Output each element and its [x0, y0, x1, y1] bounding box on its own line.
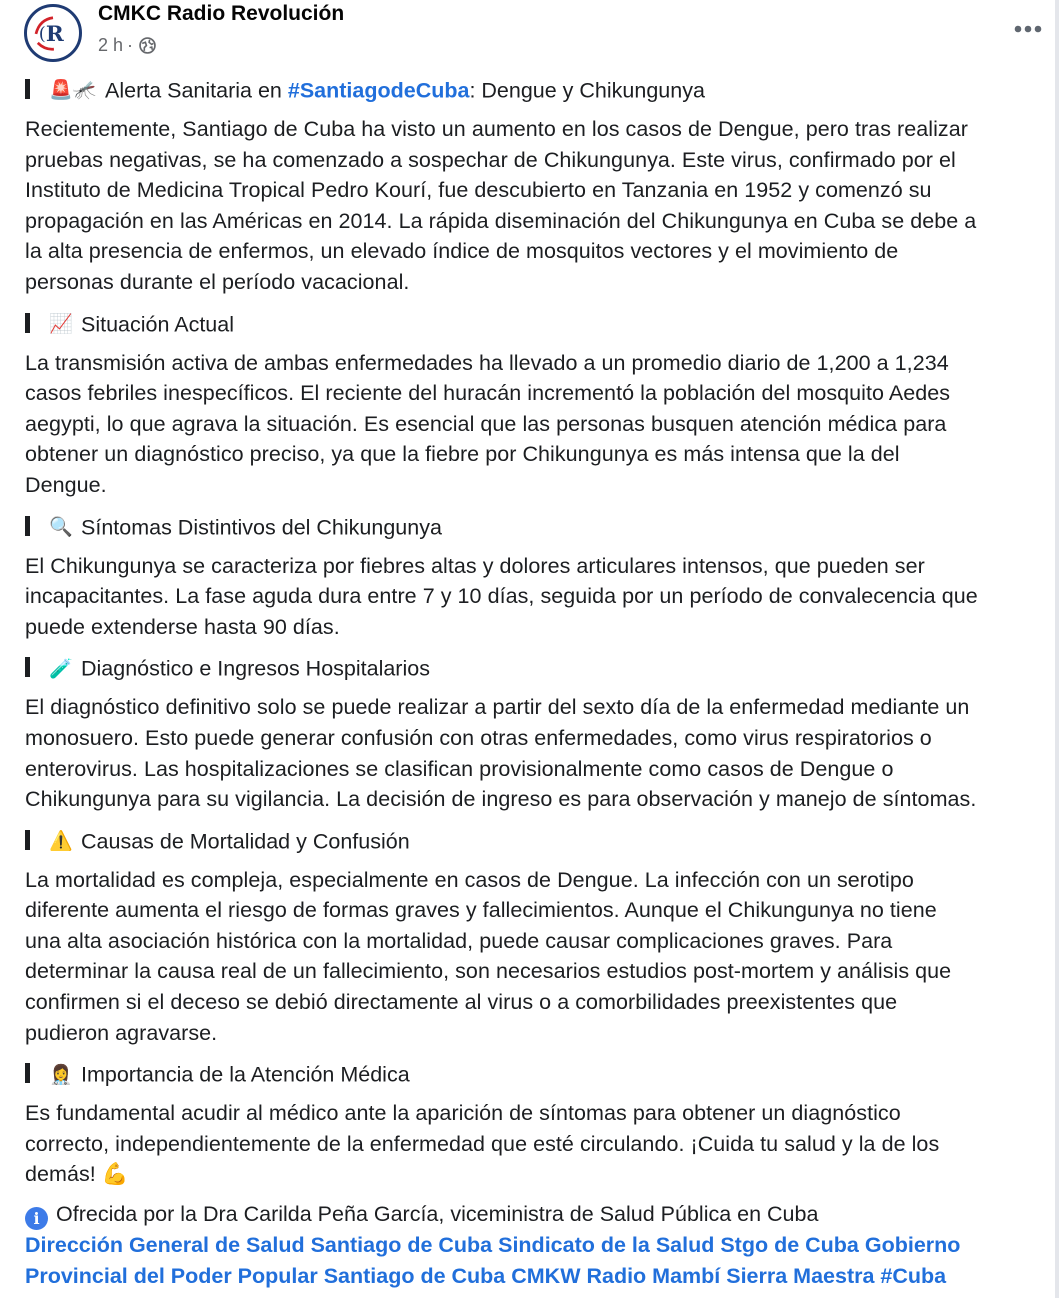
paragraph-line: aegypti, lo que agrava la situación. Es esencial que las personas busquen atención médica para — [25, 411, 947, 436]
paragraph-line: obtener un diagnóstico preciso, ya que la fiebre por Chikungunya es más intensa que la del — [25, 442, 900, 467]
credit-line — [25, 1199, 1055, 1230]
section-heading-text: Causas de Mortalidad y Confusión — [81, 829, 410, 854]
section-paragraph-diagnostico — [25, 692, 1055, 814]
heading-marker — [25, 313, 30, 333]
heading-marker — [25, 1063, 30, 1083]
info-icon: i — [25, 1207, 48, 1230]
paragraph-line: puede extenderse hasta 90 días. — [25, 614, 340, 639]
tagged-pages-line[interactable]: Dirección General de Salud Santiago de Cuba Sindicato de la Salud Stgo de Cuba Gobierno — [25, 1233, 961, 1258]
test-tube-emoji-icon: 🧪 — [49, 657, 73, 680]
paragraph-line: Instituto de Medicina Tropical Pedro Kourí, fue descubierto en Tanzania en 1952 y comenzó su — [25, 178, 932, 203]
paragraph-line: pudieron agravarse. — [25, 1020, 218, 1045]
paragraph-line: El Chikungunya se caracteriza por fiebres altas y dolores articulares intensos, que pueden ser — [25, 553, 925, 578]
paragraph-line: correcto, independientemente de la enfermedad que esté circulando. ¡Cuida tu salud y la de los — [25, 1131, 940, 1156]
paragraph-line: propagación en las Américas en 2014. La rápida diseminación del Chikungunya en Cuba se debe a — [25, 208, 977, 233]
intro-paragraph — [25, 114, 1055, 298]
section-heading-diagnostico — [25, 650, 1055, 684]
section-heading-situacion — [25, 306, 1055, 340]
paragraph-line: incapacitantes. La fase aguda dura entre 7 y 10 días, seguida por un período de convalecencia que — [25, 584, 978, 609]
post-meta — [98, 35, 156, 56]
tagged-pages — [25, 1230, 1055, 1291]
heading-marker — [25, 657, 30, 677]
section-heading-text: Situación Actual — [81, 311, 234, 336]
paragraph-line: pruebas negativas, se ha comenzado a sospechar de Chikungunya. Este virus, confirmado por el — [25, 147, 956, 172]
paragraph-line: enterovirus. Las hospitalizaciones se clasifican provisionalmente como casos de Dengue o — [25, 756, 894, 781]
globe-icon[interactable] — [139, 37, 156, 54]
section-heading-text: Diagnóstico e Ingresos Hospitalarios — [81, 656, 430, 681]
post-text — [25, 72, 1055, 1291]
magnifying-glass-emoji-icon: 🔍 — [49, 515, 73, 538]
paragraph-line: El diagnóstico definitivo solo se puede realizar a partir del sexto día de la enfermedad mediante un — [25, 695, 970, 720]
section-paragraph-atencion — [25, 1098, 1055, 1191]
more-options-button[interactable] — [1008, 12, 1048, 46]
svg-text:(: ( — [38, 23, 46, 45]
section-heading-sintomas — [25, 509, 1055, 543]
tagged-pages-line[interactable]: Provincial del Poder Popular Santiago de Cuba CMKW Radio Mambí Sierra Maestra #Cuba — [25, 1263, 947, 1288]
hashtag-santiagodecuba-link[interactable]: #SantiagodeCuba — [287, 78, 470, 103]
paragraph-line-text: demás! — [25, 1162, 96, 1187]
paragraph-line: determinar la causa real de un fallecimiento, son necesarios estudios post-mortem y análisis que — [25, 959, 952, 984]
paragraph-line: Es fundamental acudir al médico ante la aparición de síntomas para obtener un diagnóstico — [25, 1101, 901, 1126]
more-horizontal-icon — [1008, 12, 1048, 46]
paragraph-line: Recientemente, Santiago de Cuba ha visto un aumento en los casos de Dengue, pero tras realizar — [25, 117, 968, 141]
section-paragraph-situacion — [25, 348, 1055, 501]
siren-mosquito-emoji-icon: 🚨🦟 — [49, 79, 97, 102]
paragraph-line: monosuero. Esto puede generar confusión con otras enfermedades, como virus respiratorios o — [25, 725, 932, 750]
credit-text: Ofrecida por la Dra Carilda Peña García, viceministra de Salud Pública en Cuba — [56, 1202, 819, 1227]
paragraph-line: Dengue. — [25, 472, 107, 497]
section-heading-text: Síntomas Distintivos del Chikungunya — [81, 514, 442, 539]
paragraph-line: La transmisión activa de ambas enfermedades ha llevado a un promedio diario de 1,200 a 1,234 — [25, 350, 949, 375]
heading-marker — [25, 830, 30, 850]
section-heading-mortalidad — [25, 823, 1055, 857]
paragraph-line: Chikungunya para su vigilancia. La decisión de ingreso es para observación y manejo de síntomas. — [25, 787, 977, 812]
avatar-letter: R — [45, 22, 64, 48]
paragraph-line — [25, 1159, 1055, 1191]
paragraph-line: personas durante el período vacacional. — [25, 269, 410, 294]
scrollbar-track[interactable] — [1055, 0, 1059, 1298]
section-heading-atencion — [25, 1056, 1055, 1090]
title-suffix: : Dengue y Chikungunya — [469, 78, 705, 103]
health-worker-emoji-icon: 👩‍⚕️ — [49, 1063, 73, 1086]
section-heading-text: Importancia de la Atención Médica — [81, 1062, 410, 1087]
paragraph-line: La mortalidad es compleja, especialmente en casos de Dengue. La infección con un serotipo — [25, 867, 914, 892]
post-time[interactable]: 2 h — [98, 35, 124, 55]
paragraph-line: confirmen si el deceso se debió directamente al virus o a comorbilidades preexistentes que — [25, 990, 898, 1015]
avatar[interactable] — [24, 4, 82, 62]
post-title — [25, 72, 1055, 106]
meta-separator: · — [127, 35, 134, 55]
page-name[interactable]: CMKC Radio Revolución — [98, 2, 345, 25]
post-header — [0, 0, 1059, 70]
section-paragraph-sintomas — [25, 551, 1055, 643]
warning-emoji-icon: ⚠️ — [49, 830, 73, 853]
flexed-biceps-emoji-icon: 💪 — [101, 1162, 129, 1188]
heading-marker — [25, 516, 30, 536]
radio-logo-icon — [27, 7, 79, 59]
paragraph-line: la alta presencia de enfermos, un elevado índice de mosquitos vectores y el movimiento de — [25, 239, 899, 264]
section-paragraph-mortalidad — [25, 865, 1055, 1049]
paragraph-line: una alta asociación histórica con la mortalidad, puede causar complicaciones graves. Para — [25, 928, 893, 953]
heading-marker — [25, 79, 30, 99]
title-prefix: Alerta Sanitaria en — [105, 78, 288, 103]
paragraph-line: diferente aumenta el riesgo de formas graves y fallecimientos. Aunque el Chikungunya no tiene — [25, 898, 937, 923]
chart-increasing-emoji-icon: 📈 — [49, 312, 73, 335]
paragraph-line: casos febriles inespecíficos. El reciente del huracán incrementó la población del mosquito Aedes — [25, 381, 951, 406]
